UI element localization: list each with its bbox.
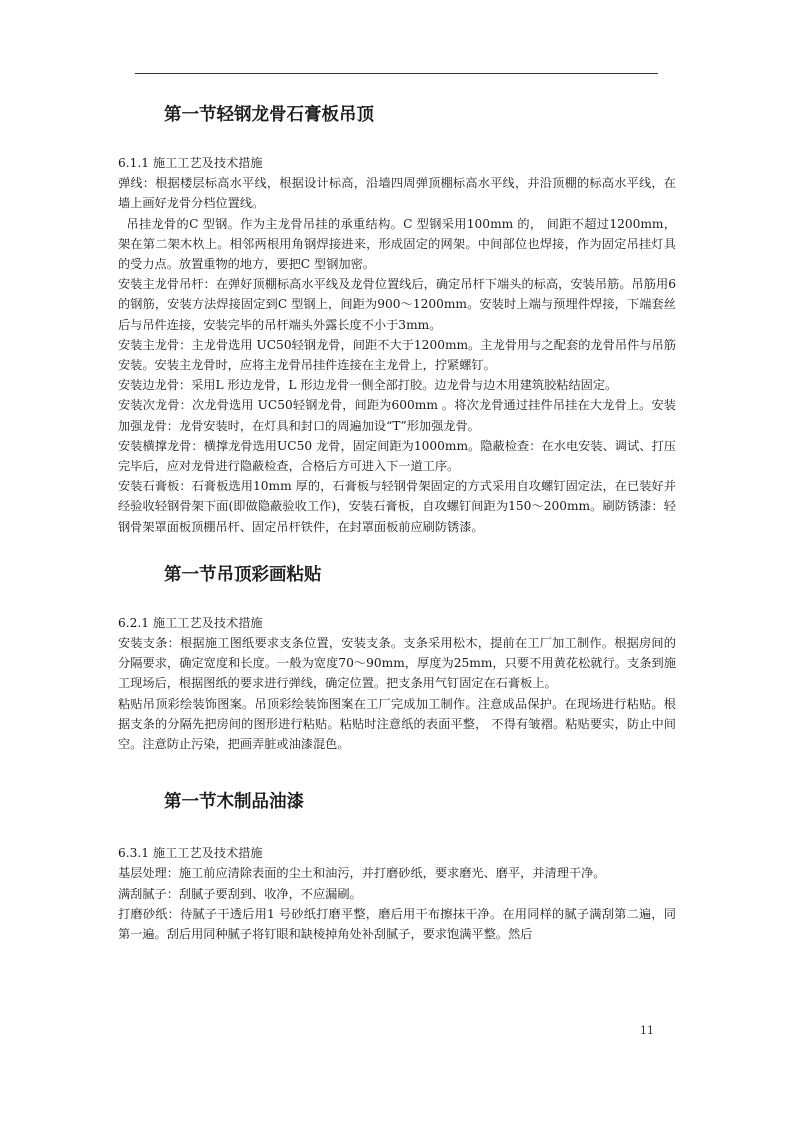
paragraph: 安装支条：根据施工图纸要求支条位置，安装支条。支条采用松木，提前在工厂加工制作。根据房间的分隔要求，确定宽度和长度。一般为宽度70～90mm，厚度为25mm，只要不用黄花松就行。支条到施工现场后，根据图纸的要求进行弹线，确定位置。把支条用气钉固定在石膏板上。: [118, 636, 676, 691]
paragraph: 基层处理：施工前应清除表面的尘土和油污，并打磨砂纸，要求磨光、磨平，并清理干净。: [118, 866, 606, 881]
page-number: 11: [640, 1024, 654, 1037]
document-body: [118, 100, 680, 944]
paragraph: 安装横撑龙骨：横撑龙骨选用UC50 龙骨，固定间距为1000mm。隐蔽检查：在水电安装、调试、打压完毕后，应对龙骨进行隐蔽检查，合格后方可进入下一道工序。: [118, 438, 676, 474]
section-title: 第一节木制品油漆: [164, 792, 304, 813]
subsection-heading: 6.1.1 施工工艺及技术措施: [118, 156, 263, 170]
paragraph: 打磨砂纸：待腻子干透后用1 号砂纸打磨平整，磨后用干布擦抹干净。在用同样的腻子满刮第二遍，同第一遍。刮后用同种腻子将钉眼和缺棱掉角处补刮腻子，要求饱满平整。然后: [118, 906, 676, 942]
paragraph: 安装主龙骨吊杆：在弹好顶棚标高水平线及龙骨位置线后，确定吊杆下端头的标高，安装吊筋。吊筋用6 的钢筋，安装方法焊接固定到C 型钢上，间距为900～1200mm。安装时上端与预埋件焊接，下端套丝后与吊件连接，安装完毕的吊杆端头外露长度不小于3mm。: [118, 277, 676, 332]
paragraph: 吊挂龙骨的C 型钢。作为主龙骨吊挂的承重结构。C 型钢采用100mm 的， 间距不超过1200mm， 架在第二架木杦上。相邻两根用角钢焊接进来，形成固定的网架。中间部位也焊接，作为固定吊挂灯具的受力点。放置重物的地方，要把C 型钢加密。: [118, 216, 680, 272]
header-rule: [135, 73, 658, 74]
subsection-heading: 6.3.1 施工工艺及技术措施: [118, 846, 263, 861]
paragraph: 安装次龙骨：次龙骨选用 UC50轻钢龙骨，间距为600mm 。将次龙骨通过挂件吊挂在大龙骨上。安装加强龙骨：龙骨安装时，在灯具和封口的周遍加设“T”形加强龙骨。: [118, 398, 676, 433]
paragraph: 安装主龙骨：主龙骨选用 UC50轻钢龙骨，间距不大于1200mm。主龙骨用与之配套的龙骨吊件与吊筋安装。安装主龙骨时，应将主龙骨吊挂件连接在主龙骨上，拧紧螺钉。: [118, 337, 676, 373]
section-title: 第一节吊顶彩画粘贴: [164, 564, 322, 585]
paragraph: 安装石膏板：石膏板选用10mm 厚的，石膏板与轻钢骨架固定的方式采用自攻螺钉固定法，在已装好并经验收轻钢骨架下面(即做隐蔽验收工作)，安装石膏板，自攻螺钉间距为150～200mm。刷防锈漆：轻钢骨架罩面板顶棚吊杆、固定吊杆铁件，在封罩面板前应刷防锈漆。: [118, 479, 676, 534]
paragraph: 弹线：根据楼层标高水平线，根据设计标高，沿墙四周弹顶棚标高水平线，并沿顶棚的标高水平线，在墙上画好龙骨分档位置线。: [118, 176, 676, 211]
paragraph: 安装边龙骨：采用L 形边龙骨，L 形边龙骨一侧全部打胶。边龙骨与边木用建筑胶粘结固定。: [118, 378, 618, 393]
section-wood-paint: [118, 787, 676, 944]
subsection-heading: 6.2.1 施工工艺及技术措施: [118, 615, 263, 630]
paragraph: 粘贴吊顶彩绘装饰图案。吊顶彩绘装饰图案在工厂完成加工制作。注意成品保护。在现场进行粘贴。根据支条的分隔先把房间的图形进行粘贴。粘贴时注意纸的表面平整， 不得有皱褶。粘贴要实，防止中间空。注意防止污染，把画弄脏或油漆混色。: [118, 696, 676, 752]
section-title: 第一节轻钢龙骨石膏板吊顶: [164, 105, 374, 125]
section-light-steel-ceiling: [118, 100, 680, 537]
paragraph: 满刮腻子：刮腻子要刮到、收净，不应漏刷。: [118, 886, 362, 901]
section-ceiling-painting: [118, 560, 676, 754]
